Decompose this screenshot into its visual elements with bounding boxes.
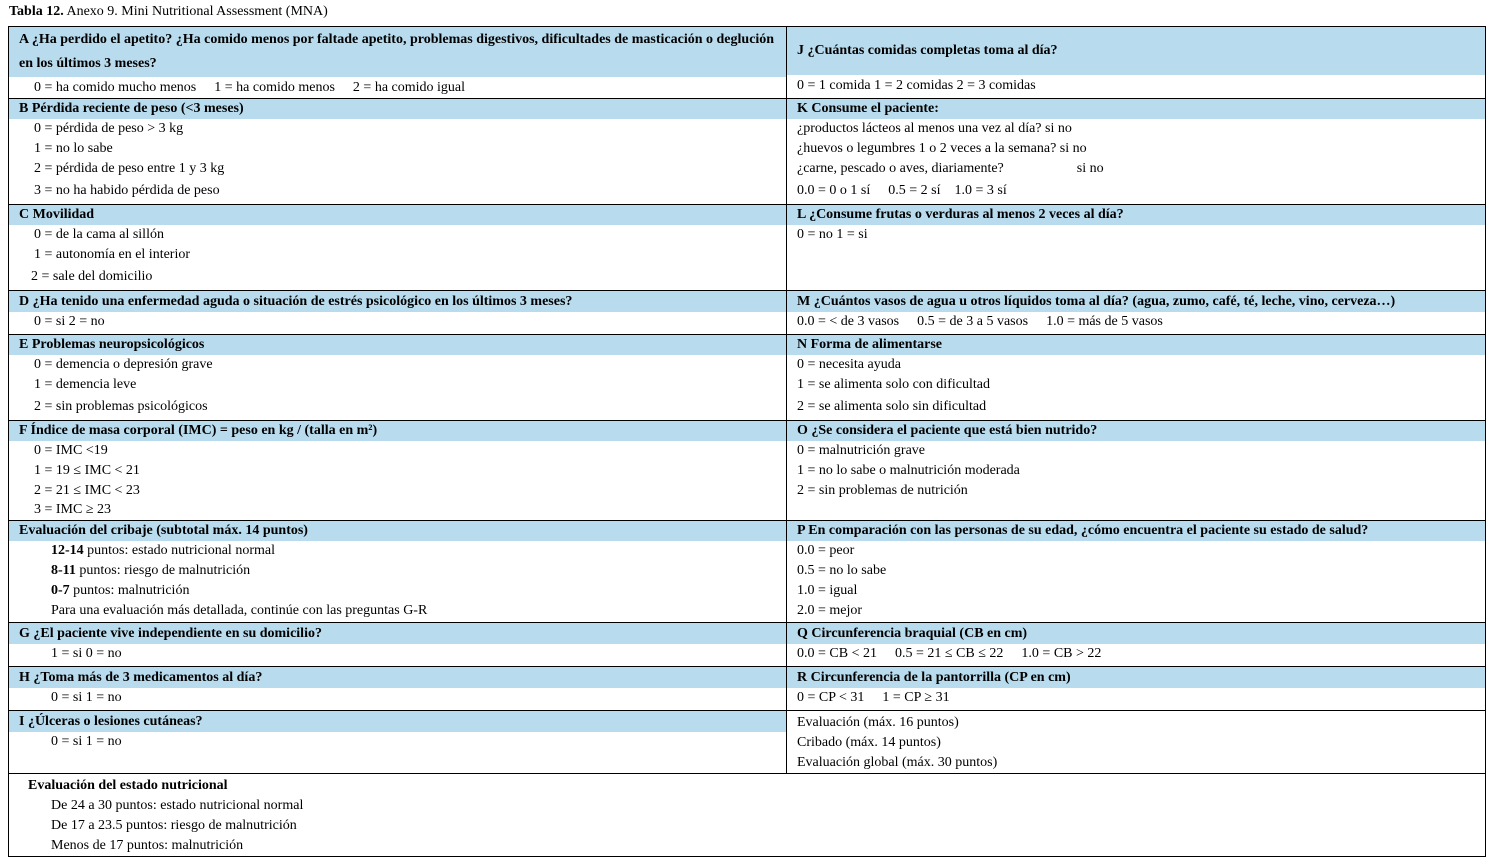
screening-note: Para una evaluación más detallada, continúe con las preguntas G-R: [51, 603, 428, 618]
section-i: [9, 711, 787, 774]
option: 1.0 = igual: [797, 583, 858, 598]
option: 0 = ha comido mucho menos: [34, 80, 197, 95]
score-range: 12-14: [51, 543, 84, 558]
option: 0.0 = < de 3 vasos: [797, 314, 900, 329]
score: 0.5 = 2 sí: [888, 183, 941, 198]
section-h-options: 0 = si 1 = no: [51, 690, 122, 705]
section-d: [9, 291, 787, 335]
section-h-title: H ¿Toma más de 3 medicamentos al día?: [9, 667, 786, 688]
option: 2 = 21 ≤ IMC < 23: [34, 483, 140, 498]
option: 2 = ha comido igual: [352, 80, 466, 95]
section-j: [787, 27, 1486, 99]
section-k-title: K Consume el paciente:: [787, 99, 1485, 119]
option: 1.0 = CB > 22: [1021, 646, 1102, 661]
section-k: [787, 99, 1486, 205]
section-l: [787, 205, 1486, 291]
section-q-title: Q Circunferencia braquial (CB en cm): [787, 623, 1485, 644]
option: 0.0 = peor: [797, 543, 855, 558]
option: 1.0 = más de 5 vasos: [1046, 314, 1163, 329]
mna-table: [8, 26, 1486, 857]
section-o-title: O ¿Se considera el paciente que está bien nutrido?: [787, 421, 1485, 441]
table-row: [9, 99, 1486, 205]
section-l-options: 0 = no 1 = si: [797, 227, 868, 242]
section-k-question: ¿productos lácteos al menos una vez al día? si no: [797, 121, 1072, 136]
table-row: [9, 774, 1486, 857]
section-n: [787, 335, 1486, 421]
section-r: [787, 667, 1486, 711]
option: 0.5 = no lo sabe: [797, 563, 887, 578]
section-m: [787, 291, 1486, 335]
option: 2 = sin problemas psicológicos: [34, 399, 208, 414]
section-k-question: ¿huevos o legumbres 1 o 2 veces a la semana? si no: [797, 141, 1087, 156]
section-d-title: D ¿Ha tenido una enfermedad aguda o situación de estrés psicológico en los últimos 3 meses?: [9, 291, 786, 312]
option: 0.0 = CB < 21: [797, 646, 877, 661]
final-row: De 17 a 23.5 puntos: riesgo de malnutrición: [51, 818, 297, 833]
section-b: [9, 99, 787, 205]
section-a-title: A ¿Ha perdido el apetito? ¿Ha comido menos por faltade apetito, problemas digestivos, dificultades de masticación o deglución en los últimos 3 meses?: [9, 27, 786, 77]
section-c-title: C Movilidad: [9, 205, 786, 225]
total-row: Cribado (máx. 14 puntos): [797, 735, 941, 750]
section-j-title-text: J ¿Cuántas comidas completas toma al día?: [797, 43, 1058, 58]
option: 0 = CP < 31: [797, 690, 865, 705]
section-j-title: [787, 27, 1485, 75]
answer-text: si no: [1076, 161, 1104, 176]
section-i-options: 0 = si 1 = no: [51, 734, 122, 749]
score-range: 8-11: [51, 563, 76, 578]
table-row: [9, 521, 1486, 623]
section-e-title: E Problemas neuropsicológicos: [9, 335, 786, 355]
option: 2 = se alimenta solo sin dificultad: [797, 399, 987, 414]
option: 0 = necesita ayuda: [797, 357, 901, 372]
final-row: Menos de 17 puntos: malnutrición: [51, 838, 244, 853]
section-l-title: L ¿Consume frutas o verduras al menos 2 veces al día?: [787, 205, 1485, 225]
section-f: [9, 421, 787, 521]
score-text: puntos: estado nutricional normal: [83, 543, 275, 558]
option: 2 = sale del domicilio: [31, 269, 153, 284]
section-b-title: B Pérdida reciente de peso (<3 meses): [9, 99, 786, 119]
section-o: [787, 421, 1486, 521]
option: 2 = sin problemas de nutrición: [797, 483, 968, 498]
score-text: puntos: malnutrición: [69, 583, 190, 598]
section-a-options: [9, 77, 786, 98]
option: 1 = CP ≥ 31: [882, 690, 950, 705]
total-row: Evaluación (máx. 16 puntos): [797, 715, 959, 730]
option: 2 = pérdida de peso entre 1 y 3 kg: [34, 161, 225, 176]
screening-row: [9, 541, 786, 561]
section-r-title: R Circunferencia de la pantorrilla (CP en cm): [787, 667, 1485, 688]
option: 1 = se alimenta solo con dificultad: [797, 377, 990, 392]
section-d-options: 0 = si 2 = no: [34, 314, 105, 329]
totals-section: [787, 711, 1486, 774]
score-text: puntos: riesgo de malnutrición: [75, 563, 251, 578]
table-row: [9, 205, 1486, 291]
option: 3 = no ha habido pérdida de peso: [34, 183, 220, 198]
table-row: [9, 291, 1486, 335]
option: 1 = demencia leve: [34, 377, 137, 392]
question-text: ¿carne, pescado o aves, diariamente?: [797, 161, 1004, 176]
section-f-title: F Índice de masa corporal (IMC) = peso en kg / (talla en m²): [9, 421, 786, 441]
option: 0 = IMC <19: [34, 443, 108, 458]
section-k-question: [787, 159, 1485, 179]
option: 1 = 19 ≤ IMC < 21: [34, 463, 140, 478]
screening-title: Evaluación del cribaje (subtotal máx. 14 puntos): [9, 521, 786, 541]
table-row: [9, 27, 1486, 99]
table-row: [9, 711, 1486, 774]
option: 2.0 = mejor: [797, 603, 863, 618]
section-r-options: [787, 688, 1485, 708]
section-p-title: P En comparación con las personas de su edad, ¿cómo encuentra el paciente su estado de salud?: [787, 521, 1485, 541]
table-row: [9, 667, 1486, 711]
section-g-options: 1 = si 0 = no: [51, 646, 122, 661]
caption-label: Tabla 12.: [9, 4, 64, 19]
final-evaluation-title: Evaluación del estado nutricional: [28, 778, 228, 793]
section-a: [9, 27, 787, 99]
section-i-title: I ¿Úlceras o lesiones cutáneas?: [9, 711, 786, 732]
section-n-title: N Forma de alimentarse: [787, 335, 1485, 355]
option: 1 = autonomía en el interior: [34, 247, 191, 262]
option: 1 = ha comido menos: [214, 80, 335, 95]
section-h: [9, 667, 787, 711]
score-range: 0-7: [51, 583, 70, 598]
section-c: [9, 205, 787, 291]
option: 0 = demencia o depresión grave: [34, 357, 213, 372]
option: 0.5 = de 3 a 5 vasos: [917, 314, 1029, 329]
table-caption: [9, 3, 328, 21]
section-j-options: 0 = 1 comida 1 = 2 comidas 2 = 3 comidas: [797, 78, 1036, 93]
final-row: De 24 a 30 puntos: estado nutricional normal: [51, 798, 304, 813]
screening-row: [9, 581, 786, 601]
screening-row: [9, 561, 786, 581]
table-row: [9, 421, 1486, 521]
option: 1 = no lo sabe o malnutrición moderada: [797, 463, 1020, 478]
section-g-title: G ¿El paciente vive independiente en su domicilio?: [9, 623, 786, 644]
option: 1 = no lo sabe: [34, 141, 113, 156]
section-m-options: [787, 312, 1485, 332]
section-q-options: [787, 644, 1485, 664]
total-row: Evaluación global (máx. 30 puntos): [797, 755, 998, 770]
score: 0.0 = 0 o 1 sí: [797, 183, 871, 198]
score: 1.0 = 3 sí: [954, 183, 1007, 198]
section-k-scores: [787, 179, 1485, 201]
caption-text: Anexo 9. Mini Nutritional Assessment (MNA): [66, 4, 328, 19]
table-row: [9, 335, 1486, 421]
option: 0 = malnutrición grave: [797, 443, 926, 458]
option: 3 = IMC ≥ 23: [34, 502, 112, 517]
screening-section: [9, 521, 787, 623]
section-q: [787, 623, 1486, 667]
section-g: [9, 623, 787, 667]
section-p: [787, 521, 1486, 623]
table-row: [9, 623, 1486, 667]
section-m-title: M ¿Cuántos vasos de agua u otros líquidos toma al día? (agua, zumo, café, té, leche, vino, cerveza…): [787, 291, 1485, 312]
section-e: [9, 335, 787, 421]
option: 0 = de la cama al sillón: [34, 227, 164, 242]
final-evaluation: [9, 774, 1486, 857]
option: 0 = pérdida de peso > 3 kg: [34, 121, 184, 136]
option: 0.5 = 21 ≤ CB ≤ 22: [894, 646, 1004, 661]
